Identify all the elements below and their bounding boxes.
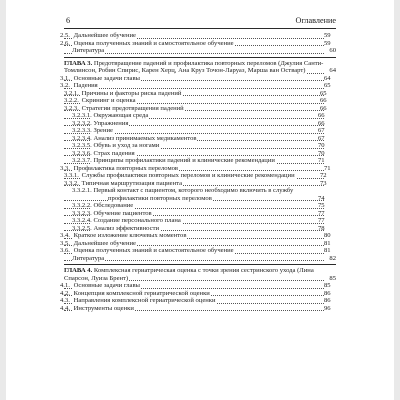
toc-entry[interactable] [64, 135, 336, 143]
toc-entry-title: Страх падения [93, 149, 135, 157]
toc-entry[interactable]: 3.2.1. Причины и факторы риска падений 65 [64, 90, 336, 98]
toc-page-number: 81 [335, 240, 336, 248]
toc-entry-number: 3.3.2.2. [72, 202, 92, 209]
toc-entry-title: Принципы профилактики падений и клинические рекомендации [93, 157, 275, 164]
toc-entry-title: Оценка полученных знаний и самостоятельное обучение [73, 39, 234, 47]
toc-entry[interactable]: 3.2.3. Стратегии предотвращения падений 66 [64, 105, 336, 113]
toc-entry[interactable]: 3.4. Краткое изложение ключевых моментов 80 [64, 232, 336, 240]
toc-entry-title: Направления комплексной гериатрической оценки [73, 297, 216, 304]
toc-entry-number: 3.2.3.6. [72, 149, 92, 157]
toc-entry[interactable] [64, 127, 336, 135]
toc-entry[interactable]: 2.6. Оценка полученных знаний и самостоятельное обучение 59 [64, 40, 336, 48]
toc-page-number: 86 [335, 297, 336, 305]
toc-entry[interactable] [64, 210, 336, 218]
toc-entry[interactable]: 4.2. Концепция комплексной гериатрической оценки 86 [64, 290, 336, 298]
dot-leader [64, 88, 324, 89]
toc-entry-title: Дальнейшее обучение [73, 239, 136, 247]
toc-entry[interactable]: 3.5. Дальнейшее обучение 81 [64, 240, 336, 248]
toc-entry-title: Службы профилактики повторных переломов и клинические рекомендации [81, 172, 295, 179]
toc-entry-title: Основные задачи главы [73, 74, 140, 82]
toc-page-number: 67 [335, 127, 336, 135]
toc-entry[interactable] [64, 255, 336, 263]
toc-entry-title: Дальнейшее обучение [73, 32, 136, 39]
toc-entry-title: Комплексная гериатрическая оценка с точки зрения сестринского ухода (Лина Спарсон, Луиза Брент) [64, 267, 314, 282]
toc-entry[interactable] [64, 112, 336, 120]
toc-entry-title: Профилактика повторных переломов [73, 164, 179, 172]
toc-page-number: 67 [335, 135, 336, 143]
toc-entry[interactable]: 4.1. Основные задачи главы 85 [64, 282, 336, 290]
toc-entry-title: Обучение пациентов [93, 209, 152, 217]
toc-entry-title: Зрение [93, 127, 113, 134]
toc-page-number: 82 [329, 254, 336, 262]
toc-page-number: 73 [335, 180, 336, 188]
toc-entry-number: ГЛАВА 4. [64, 267, 93, 274]
toc-page-number: 77 [335, 217, 336, 225]
toc-entry-title: Анализ принимаемых медикаментов [93, 134, 197, 142]
toc-entry[interactable]: 3.1. Основные задачи главы 64 [64, 75, 336, 83]
toc-entry-title: Типичная маршрутизация пациента [81, 179, 183, 187]
toc-page-number: 86 [335, 290, 336, 298]
toc-page-number: 64 [329, 67, 336, 74]
toc-entry[interactable] [64, 217, 336, 225]
toc-entry-title: Первый контакт с пациентом, которого необходимо включить в службу профилактики повторных переломов [93, 187, 294, 202]
toc-entry[interactable]: 4.3. Направления комплексной гериатрической оценки 86 [64, 297, 336, 305]
toc-entry[interactable]: 3.6. Оценка полученных знаний и самостоятельное обучение 81 [64, 247, 336, 255]
toc-page-number: 71 [335, 157, 336, 165]
page-header [64, 14, 336, 29]
toc-entry[interactable]: 3.3.1. Службы профилактики повторных переломов и клинические рекомендации 72 [64, 172, 336, 180]
toc-entry[interactable] [64, 150, 336, 158]
toc-entry-number: 3.3.2.5. [72, 224, 92, 232]
toc-page-number: 60 [329, 47, 336, 54]
toc-page-number: 71 [335, 165, 336, 173]
toc-page-number: 85 [329, 274, 336, 282]
toc-entry-title: Концепция комплексной гериатрической оценки [73, 289, 210, 297]
toc-page-number: 85 [335, 282, 336, 290]
toc-page-number: 77 [335, 210, 336, 218]
toc-entry-title: Стратегии предотвращения падений [81, 104, 184, 112]
toc-entry-title: Скрининг и оценка [81, 97, 136, 104]
toc-entry[interactable] [64, 47, 336, 55]
toc-page-number: 70 [335, 142, 336, 150]
toc-entry[interactable] [64, 202, 336, 210]
toc-entry[interactable]: 3.3.2. Типичная маршрутизация пациента 73 [64, 180, 336, 188]
toc-entry-title: Литература [72, 254, 105, 262]
toc-page-number: 81 [335, 247, 336, 255]
toc-entry-number: 3.2.3.5. [72, 142, 92, 149]
toc-entry-title: Упражнения [93, 119, 129, 127]
toc-entry-title: Инструменты оценки [73, 304, 134, 312]
chapter-divider [64, 264, 336, 265]
toc-entry-number: 3.2.3.2. [72, 119, 92, 127]
toc-entry-title: Оценка полученных знаний и самостоятельное обучение [73, 247, 234, 254]
toc-entry-title: Анализ эффективности [93, 224, 159, 232]
running-title: Оглавление [295, 16, 336, 25]
toc-page-number: 59 [335, 40, 336, 48]
toc-entry-title: Основные задачи главы [73, 282, 140, 289]
toc-entry-number: 3.3.2.1. [72, 187, 92, 194]
toc-entry[interactable]: 2.5. Дальнейшее обучение 59 [64, 32, 336, 40]
toc-entry-title: Краткое изложение ключевых моментов [73, 232, 187, 239]
toc-entry-number: 3.2.3.7. [72, 157, 92, 164]
toc-page-number: 59 [335, 32, 336, 40]
toc-page-number: 66 [335, 105, 336, 113]
toc-entry-title: Обследование [93, 202, 134, 209]
toc-entry[interactable]: 4.4. Инструменты оценки 96 [64, 305, 336, 313]
toc-page-number: 65 [335, 90, 336, 98]
toc-page-number: 80 [335, 232, 336, 240]
toc-entry-number: 3.2.3.3. [72, 127, 92, 134]
toc-chapter-entry[interactable] [64, 267, 336, 282]
toc-entry[interactable] [64, 142, 336, 150]
table-of-contents [60, 32, 336, 312]
chapter-divider [64, 57, 336, 58]
toc-entry[interactable]: 3.2.2. Скрининг и оценка 66 [64, 97, 336, 105]
toc-entry[interactable]: 3.3. Профилактика повторных переломов 71 [64, 165, 336, 173]
toc-entry[interactable]: 3.2. Падения 65 [64, 82, 336, 90]
toc-entry[interactable] [64, 187, 336, 202]
toc-entry-title: Литература [72, 47, 105, 54]
toc-page-number: 64 [335, 75, 336, 83]
toc-entry[interactable] [64, 157, 336, 165]
toc-entry[interactable] [64, 120, 336, 128]
toc-entry-title: Причины и факторы риска падений [81, 89, 182, 97]
toc-chapter-entry[interactable] [64, 60, 336, 75]
toc-page-number: 70 [335, 150, 336, 158]
toc-entry-number: 3.3.2.4. [72, 217, 92, 224]
toc-page-number: 66 [335, 112, 336, 120]
toc-page-number: 78 [335, 225, 336, 233]
toc-entry-title: Создание персонального плана [93, 217, 181, 224]
page-number: 6 [66, 16, 71, 25]
toc-entry[interactable] [64, 225, 336, 233]
toc-entry-title: Окружающая среда [93, 112, 149, 119]
toc-entry-number: 3.2.3.1. [72, 112, 92, 119]
toc-entry-number: ГЛАВА 3. [64, 59, 93, 67]
toc-entry-title: Обувь и уход за ногами [93, 142, 160, 149]
toc-page-number: 72 [335, 172, 336, 180]
toc-entry-number: 3.2.3.4. [72, 134, 92, 142]
toc-page-number: 96 [335, 305, 336, 313]
toc-page-number: 74 [335, 195, 336, 203]
toc-entry-title: Предотвращение падений и профилактика повторных переломов (Джулия Санти-Томлинсон, Робин Спирис, Карен Херц, Ана Круз Точон-Ларуаз, Марша ван Остварт) [64, 59, 324, 74]
toc-page-number: 75 [335, 202, 336, 210]
toc-page-number: 65 [335, 82, 336, 90]
toc-page-number: 66 [335, 97, 336, 105]
toc-entry-title: Падения [73, 82, 98, 89]
toc-page-number: 66 [335, 120, 336, 128]
toc-entry-number: 3.3.2.3. [72, 209, 92, 217]
